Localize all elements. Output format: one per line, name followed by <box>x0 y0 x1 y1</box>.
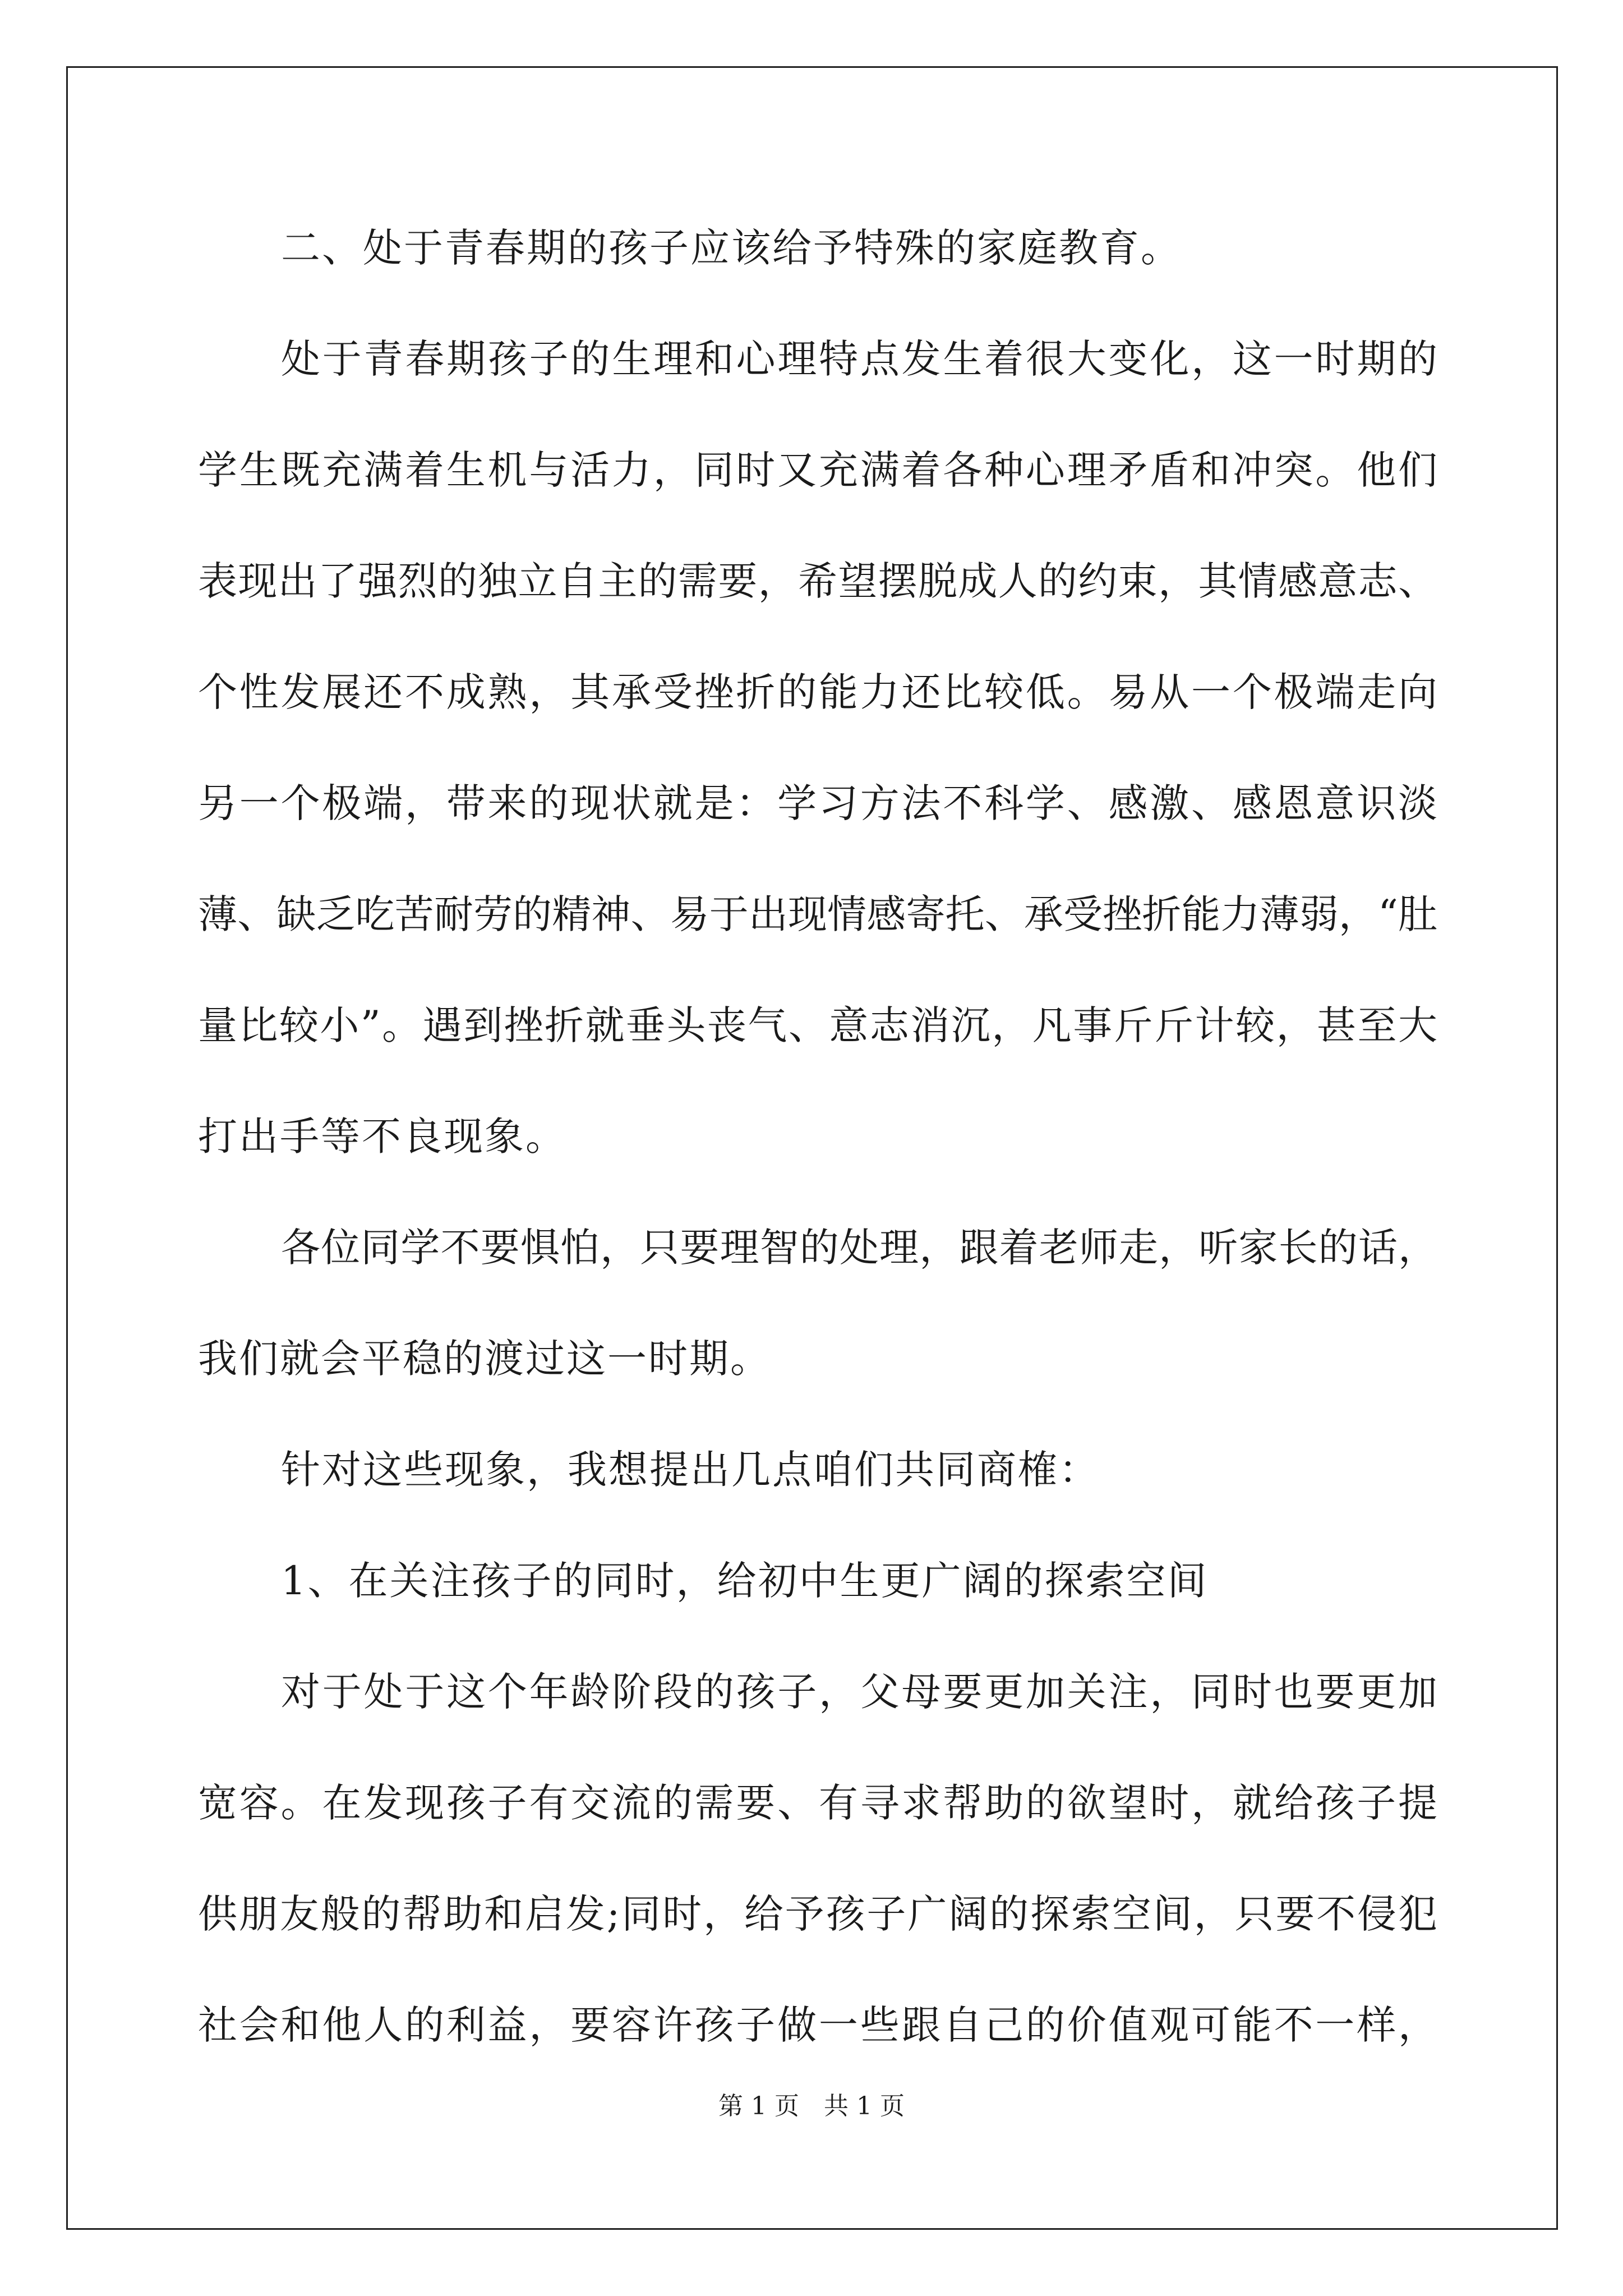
paragraph-line: 针对这些现象，我想提出几点咱们共同商榷： <box>281 1447 1100 1493</box>
heading-section-two: 二、处于青春期的孩子应该给予特殊的家庭教育。 <box>281 225 1182 271</box>
paragraph-line: 各位同学不要惧怕，只要理智的处理，跟着老师走，听家长的话， <box>281 1225 1437 1271</box>
paragraph-line: 宽容。在发现孩子有交流的需要、有寻求帮助的欲望时，就给孩子提 <box>198 1780 1437 1826</box>
paragraph-line: 另一个极端，带来的现状就是：学习方法不科学、感激、感恩意识淡 <box>198 780 1437 826</box>
subheading-point-one: 1、在关注孩子的同时，给初中生更广阔的探索空间 <box>281 1558 1209 1604</box>
paragraph-line: 个性发展还不成熟，其承受挫折的能力还比较低。易从一个极端走向 <box>198 669 1437 715</box>
paragraph-line: 薄、缺乏吃苦耐劳的精神、易于出现情感寄托、承受挫折能力薄弱，“肚 <box>198 891 1437 937</box>
paragraph-line: 学生既充满着生机与活力，同时又充满着各种心理矛盾和冲突。他们 <box>198 447 1437 493</box>
paragraph-line: 打出手等不良现象。 <box>198 1114 566 1159</box>
paragraph-line: 社会和他人的利益，要容许孩子做一些跟自己的价值观可能不一样， <box>198 2002 1437 2048</box>
paragraph-line: 表现出了强烈的独立自主的需要，希望摆脱成人的约束，其情感意志、 <box>198 558 1437 604</box>
paragraph-line: 供朋友般的帮助和启发;同时，给予孩子广阔的探索空间，只要不侵犯 <box>198 1891 1437 1937</box>
paragraph-line: 我们就会平稳的渡过这一时期。 <box>198 1336 771 1382</box>
paragraph-line: 处于青春期孩子的生理和心理特点发生着很大变化，这一时期的 <box>281 336 1437 382</box>
page-number-footer: 第 1 页 共 1 页 <box>718 2092 905 2120</box>
paragraph-line: 对于处于这个年龄阶段的孩子，父母要更加关注，同时也要更加 <box>281 1669 1437 1715</box>
paragraph-line: 量比较小”。遇到挫折就垂头丧气、意志消沉，凡事斤斤计较，甚至大 <box>198 1002 1437 1048</box>
